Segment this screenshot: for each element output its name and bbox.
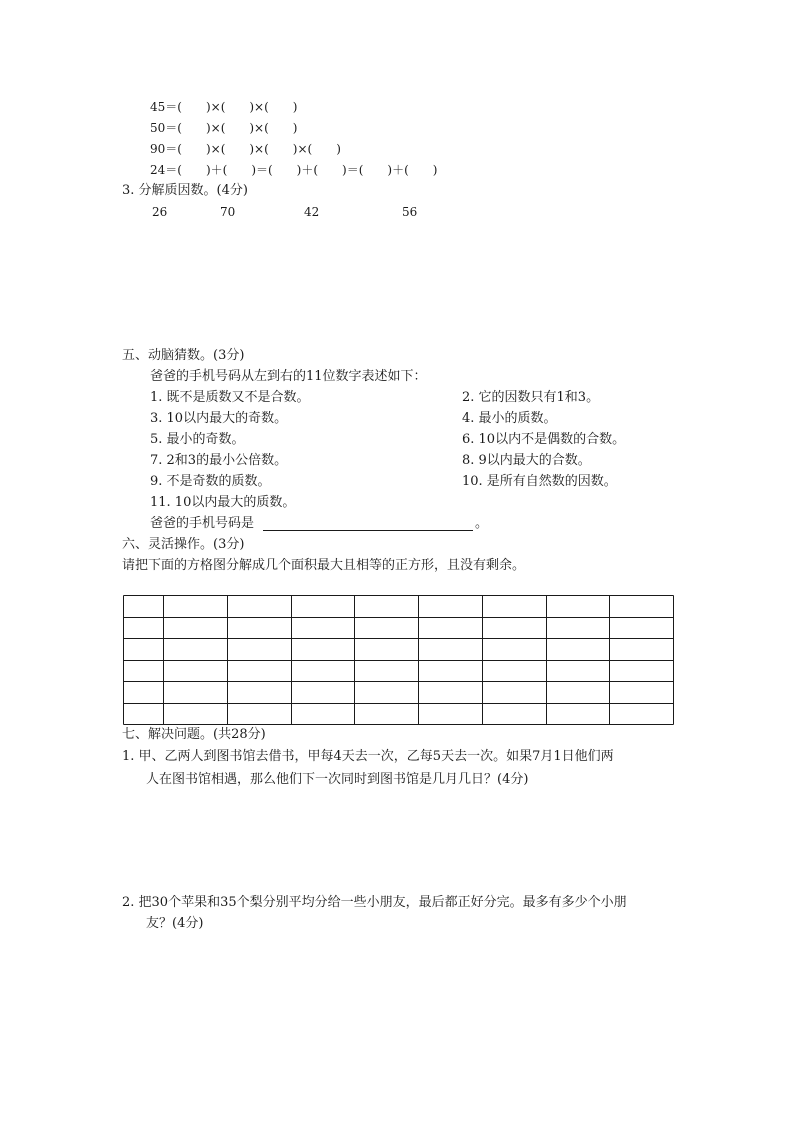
section5-intro: 爸爸的手机号码从左到右的11位数字表述如下： [150, 369, 427, 384]
equation-50: 50＝( )×( )×( ) [150, 121, 298, 135]
answer-suffix: 。 [475, 516, 489, 531]
equation-24: 24＝( )＋( )＝( )＋( )＝( )＋( ) [150, 163, 438, 177]
section6-instruction: 请把下面的方格图分解成几个面积最大且相等的正方形，且没有剩余。 [122, 558, 526, 573]
clue-item: 11. 10以内最大的质数。 [150, 495, 296, 510]
clue-item: 5. 最小的奇数。 [150, 432, 245, 447]
question-2-line-1: 2. 把30个苹果和35个梨分别平均分给一些小朋友，最后都正好分完。最多有多少个小朋 [122, 895, 627, 910]
section6-heading: 六、灵活操作。(3分) [122, 537, 245, 552]
factorize-number: 56 [402, 205, 418, 219]
clue-item: 3. 10以内最大的奇数。 [150, 411, 288, 426]
clue-item: 8. 9以内最大的合数。 [462, 453, 591, 468]
section7-heading: 七、解决问题。(共28分) [122, 727, 266, 742]
answer-prefix: 爸爸的手机号码是 [150, 516, 255, 531]
factorize-number: 26 [152, 205, 168, 219]
question-1-line-2: 人在图书馆相遇，那么他们下一次同时到图书馆是几月几日？(4分) [146, 772, 529, 787]
clue-item: 9. 不是奇数的质数。 [150, 474, 271, 489]
factorize-number: 42 [304, 205, 320, 219]
clue-item: 6. 10以内不是偶数的合数。 [462, 432, 626, 447]
clue-item: 1. 既不是质数又不是合数。 [150, 390, 310, 405]
answer-blank-line[interactable] [263, 530, 473, 531]
equation-45: 45＝( )×( )×( ) [150, 100, 298, 114]
clue-item: 10. 是所有自然数的因数。 [462, 474, 617, 489]
factorize-number: 70 [220, 205, 236, 219]
clue-item: 4. 最小的质数。 [462, 411, 557, 426]
question-2-line-2: 友？(4分) [146, 916, 204, 931]
section5-heading: 五、动脑猜数。(3分) [122, 348, 245, 363]
square-grid[interactable] [123, 595, 674, 725]
factorize-heading: 3. 分解质因数。(4分) [122, 183, 248, 198]
question-1-line-1: 1. 甲、乙两人到图书馆去借书，甲每4天去一次，乙每5天去一次。如果7月1日他们两 [122, 749, 614, 764]
clue-item: 2. 它的因数只有1和3。 [462, 390, 600, 405]
clue-item: 7. 2和3的最小公倍数。 [150, 453, 288, 468]
equation-90: 90＝( )×( )×( )×( ) [150, 142, 341, 156]
